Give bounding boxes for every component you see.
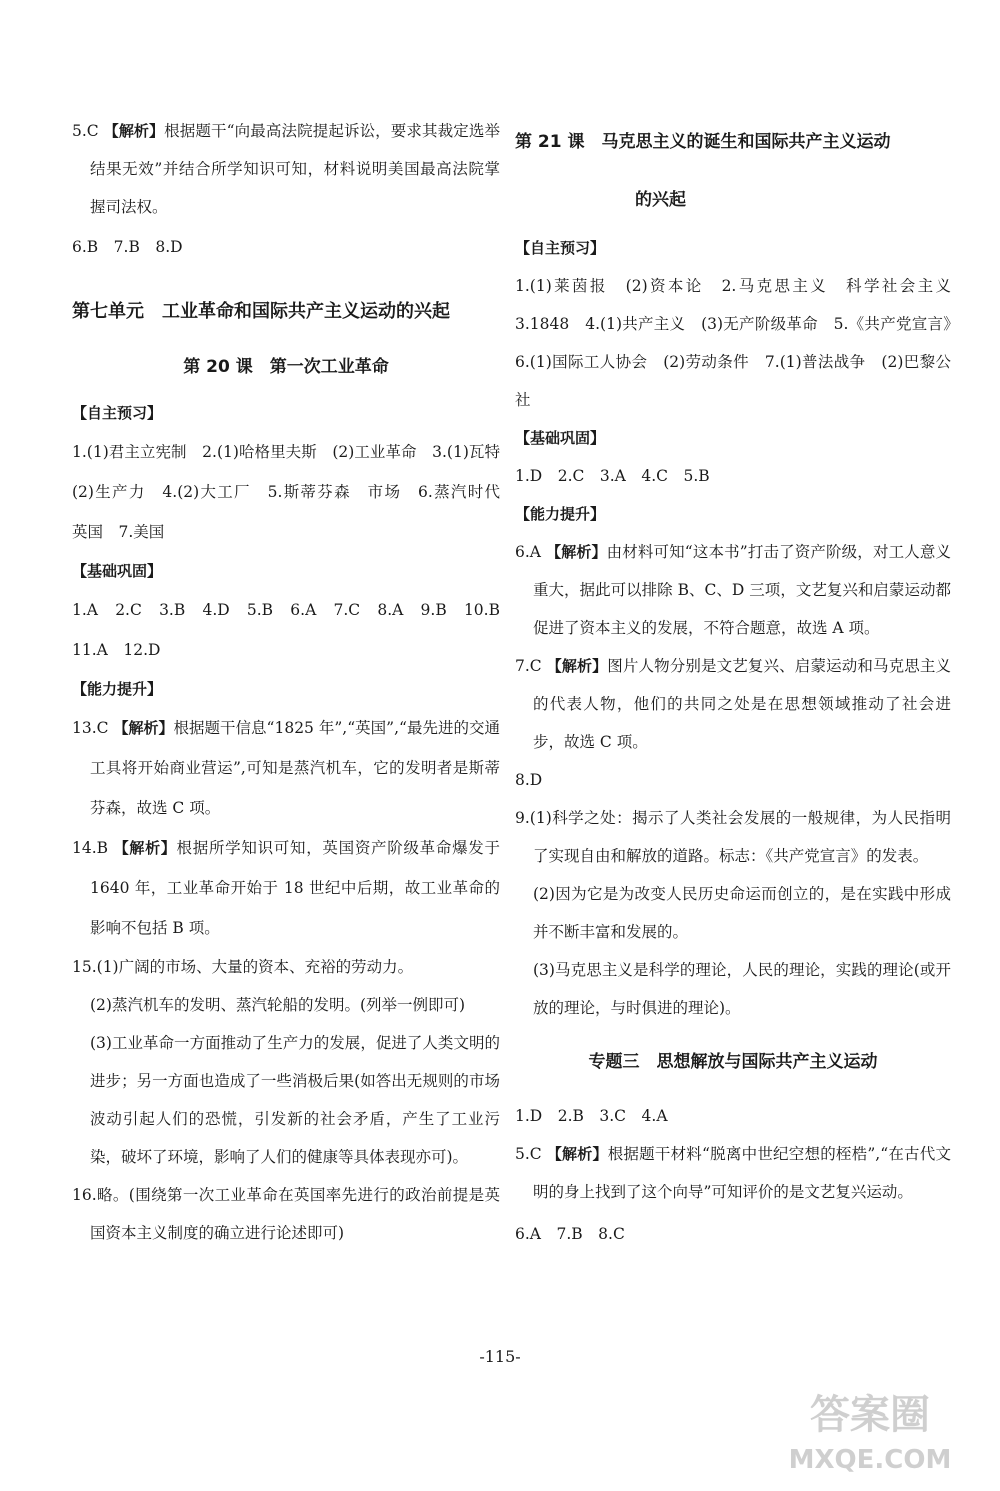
section-ability: 【能力提升】: [72, 680, 163, 698]
answer-q15-2: (2)蒸汽机车的发明、蒸汽轮船的发明。(列举一例即可): [90, 996, 466, 1014]
answer-q6: 6.A 【解析】由材料可知“这本书”打击了资产阶级，对工人意义重大，据此可以排除 B、C、D 三项，文艺复兴和启蒙运动都促进了资本主义的发展，不符合题意，故选 A 项。: [515, 543, 951, 637]
watermark-line1: 答案圈: [810, 1392, 930, 1438]
topic3-answers-6-8: 6.A 7.B 8.C: [515, 1225, 625, 1243]
section-self-preview: 【自主预习】: [515, 239, 606, 257]
preview-answers: 1.(1)君主立宪制 2.(1)哈格里夫斯 (2)工业革命 3.(1)瓦特 (2)生产力 4.(2)大工厂 5.斯蒂芬森 市场 6.蒸汽时代 英国 7.美国: [72, 443, 516, 541]
answer-q13: 13.C 【解析】根据题干信息“1825 年”,“英国”,“最先进的交通工具将开始商业营运”,可知是蒸汽机车，它的发明者是斯蒂芬森，故选 C 项。: [72, 719, 500, 817]
answer-q7: 7.C 【解析】图片人物分别是文艺复兴、启蒙运动和马克思主义的代表人物，他们的共同之处是在思想领域推动了社会进步，故选 C 项。: [515, 657, 951, 751]
basic-answers: 1.D 2.C 3.A 4.C 5.B: [515, 467, 710, 485]
topic-3-title: 专题三 思想解放与国际共产主义运动: [588, 1052, 878, 1072]
topic3-answer-q5: 5.C 【解析】根据题干材料“脱离中世纪空想的桎梏”,“在古代文明的身上找到了这个向导”可知评价的是文艺复兴运动。: [515, 1145, 951, 1201]
lesson-20-title: 第 20 课 第一次工业革命: [183, 357, 389, 377]
answer-q6-8: 6.B 7.B 8.D: [72, 238, 183, 256]
unit-title: 第七单元 工业革命和国际共产主义运动的兴起: [72, 301, 450, 322]
preview-answers: 1.(1)莱茵报 (2)资本论 2.马克思主义 科学社会主义 3.1848 4.(1)共产主义 (3)无产阶级革命 5.《共产党宣言》 6.(1)国际工人协会 (2)劳动条件 7.(1)普法战争 (2)巴黎公社: [515, 277, 967, 409]
left-column: [72, 112, 516, 1252]
answer-q15-3: (3)工业革命一方面推动了生产力的发展，促进了人类文明的进步；另一方面也造成了一些消极后果(如答出无规则的市场波动引起人们的恐慌，引发新的社会矛盾，产生了工业污染，破坏了环境，影响了人们的健康等具体表现亦可)。: [90, 1034, 500, 1166]
basic-answers: 1.A 2.C 3.B 4.D 5.B 6.A 7.C 8.A 9.B 10.B 11.A 12.D: [72, 601, 516, 659]
answer-q9-1: 9.(1)科学之处：揭示了人类社会发展的一般规律，为人民指明了实现自由和解放的道路。标志：《共产党宣言》的发表。: [515, 809, 951, 865]
right-column: [515, 113, 967, 1253]
watermark-line2: MXQE.COM: [788, 1445, 952, 1475]
answer-q5: 5.C 【解析】根据题干“向最高法院提起诉讼，要求其裁定选举结果无效”并结合所学知识可知，材料说明美国最高法院掌握司法权。: [72, 122, 500, 216]
section-basic: 【基础巩固】: [72, 562, 163, 580]
section-self-preview: 【自主预习】: [72, 404, 163, 422]
watermark-logo: [770, 1373, 970, 1483]
section-basic: 【基础巩固】: [515, 429, 606, 447]
answer-q16: 16.略。(围绕第一次工业革命在英国率先进行的政治前提是英国资本主义制度的确立进行论述即可): [72, 1186, 500, 1242]
answer-q8: 8.D: [515, 771, 543, 789]
answer-q9-3: (3)马克思主义是科学的理论，人民的理论，实践的理论(或开放的理论，与时俱进的理论)。: [533, 961, 951, 1017]
answer-q14: 14.B 【解析】根据所学知识可知，英国资产阶级革命爆发于 1640 年，工业革命开始于 18 世纪中后期，故工业革命的影响不包括 B 项。: [72, 839, 500, 937]
answer-q9-2: (2)因为它是为改变人民历史命运而创立的，是在实践中形成并不断丰富和发展的。: [533, 885, 951, 941]
page-number: -115-: [479, 1347, 521, 1366]
answer-q15-1: 15.(1)广阔的市场、大量的资本、充裕的劳动力。: [72, 958, 414, 976]
lesson-21-title-line2: 的兴起: [635, 190, 686, 210]
lesson-21-title-line1: 第 21 课 马克思主义的诞生和国际共产主义运动: [515, 132, 891, 152]
topic3-answers-1-4: 1.D 2.B 3.C 4.A: [515, 1107, 668, 1125]
section-ability: 【能力提升】: [515, 505, 606, 523]
